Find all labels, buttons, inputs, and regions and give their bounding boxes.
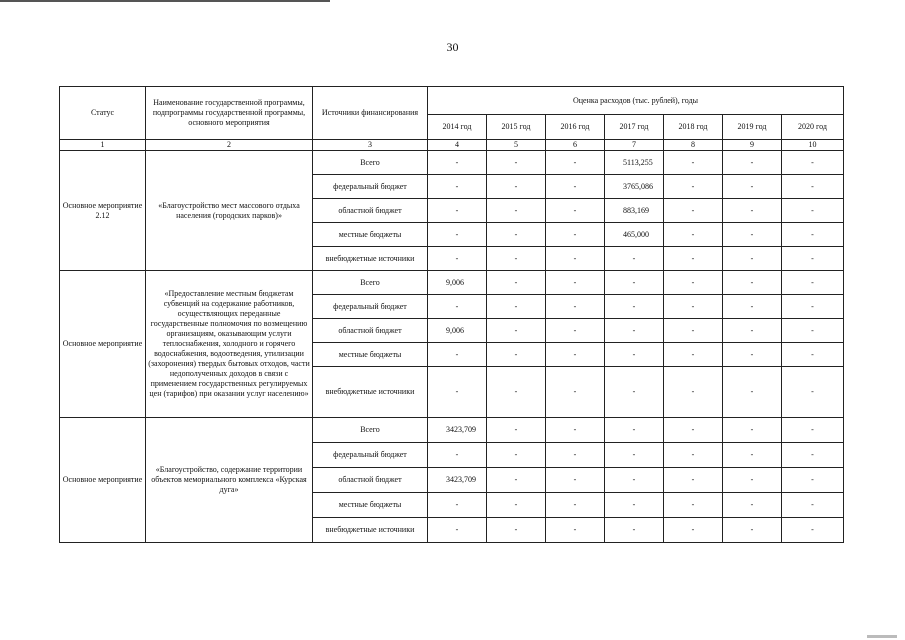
- amount-cell: -: [782, 199, 844, 223]
- amount-cell: -: [723, 493, 782, 518]
- amount-cell: -: [428, 247, 487, 271]
- amount-cell: -: [487, 418, 546, 443]
- amount-cell: -: [782, 518, 844, 543]
- amount-cell: -: [782, 247, 844, 271]
- funding-source-cell: Всего: [313, 271, 428, 295]
- amount-cell: -: [723, 518, 782, 543]
- amount-cell: -: [664, 319, 723, 343]
- amount-cell: -: [605, 319, 664, 343]
- measure-name-cell: «Благоустройство, содержание территории объектов мемориального комплекса «Курская дуга»: [146, 418, 313, 543]
- header-year: 2017 год: [605, 115, 664, 140]
- amount-cell: -: [428, 295, 487, 319]
- amount-cell: -: [723, 295, 782, 319]
- amount-cell: -: [546, 367, 605, 418]
- amount-cell: -: [546, 199, 605, 223]
- amount-cell: -: [664, 295, 723, 319]
- amount-cell: -: [546, 418, 605, 443]
- amount-cell: -: [782, 319, 844, 343]
- amount-cell: -: [605, 443, 664, 468]
- table-row: [60, 418, 844, 443]
- amount-cell: -: [664, 418, 723, 443]
- header-costs: Оценка расходов (тыс. рублей), годы: [428, 87, 844, 115]
- amount-cell: -: [605, 493, 664, 518]
- funding-source-cell: областной бюджет: [313, 199, 428, 223]
- funding-source-cell: местные бюджеты: [313, 343, 428, 367]
- amount-cell: -: [487, 199, 546, 223]
- amount-cell: -: [546, 271, 605, 295]
- funding-source-cell: внебюджетные источники: [313, 367, 428, 418]
- amount-cell: -: [487, 175, 546, 199]
- amount-cell: -: [723, 443, 782, 468]
- amount-cell: -: [723, 468, 782, 493]
- amount-cell: 465,000: [605, 223, 664, 247]
- column-number: 3: [313, 140, 428, 151]
- amount-cell: -: [782, 418, 844, 443]
- column-number: 8: [664, 140, 723, 151]
- amount-cell: -: [782, 175, 844, 199]
- amount-cell: -: [428, 199, 487, 223]
- amount-cell: -: [546, 443, 605, 468]
- amount-cell: -: [605, 247, 664, 271]
- amount-cell: -: [487, 443, 546, 468]
- amount-cell: -: [723, 271, 782, 295]
- amount-cell: -: [546, 468, 605, 493]
- amount-cell: -: [487, 271, 546, 295]
- header-year: 2016 год: [546, 115, 605, 140]
- amount-cell: -: [428, 493, 487, 518]
- amount-cell: -: [487, 518, 546, 543]
- funding-source-cell: внебюджетные источники: [313, 247, 428, 271]
- amount-cell: 3765,086: [605, 175, 664, 199]
- header-year: 2019 год: [723, 115, 782, 140]
- amount-cell: -: [723, 247, 782, 271]
- funding-source-cell: местные бюджеты: [313, 493, 428, 518]
- amount-cell: -: [487, 247, 546, 271]
- amount-cell: -: [546, 343, 605, 367]
- table-row: [60, 151, 844, 175]
- amount-cell: -: [782, 443, 844, 468]
- amount-cell: -: [782, 367, 844, 418]
- amount-cell: -: [546, 518, 605, 543]
- amount-cell: -: [782, 271, 844, 295]
- table-row: [60, 271, 844, 295]
- amount-cell: -: [664, 175, 723, 199]
- amount-cell: -: [487, 343, 546, 367]
- top-rule: [0, 0, 330, 2]
- header-year: 2015 год: [487, 115, 546, 140]
- amount-cell: -: [664, 151, 723, 175]
- column-number: 10: [782, 140, 844, 151]
- amount-cell: -: [546, 493, 605, 518]
- amount-cell: -: [546, 223, 605, 247]
- amount-cell: -: [428, 151, 487, 175]
- amount-cell: -: [487, 151, 546, 175]
- amount-cell: -: [664, 518, 723, 543]
- header-status: Статус: [60, 87, 146, 140]
- amount-cell: -: [487, 223, 546, 247]
- amount-cell: -: [664, 367, 723, 418]
- amount-cell: -: [428, 443, 487, 468]
- header-year: 2014 год: [428, 115, 487, 140]
- amount-cell: -: [605, 343, 664, 367]
- amount-cell: -: [664, 247, 723, 271]
- amount-cell: -: [605, 418, 664, 443]
- amount-cell: -: [664, 199, 723, 223]
- header-year: 2018 год: [664, 115, 723, 140]
- amount-cell: 3423,709: [428, 418, 487, 443]
- amount-cell: -: [605, 518, 664, 543]
- column-number: 2: [146, 140, 313, 151]
- column-number: 6: [546, 140, 605, 151]
- amount-cell: -: [723, 343, 782, 367]
- amount-cell: -: [723, 367, 782, 418]
- column-number: 5: [487, 140, 546, 151]
- funding-source-cell: федеральный бюджет: [313, 175, 428, 199]
- status-cell: Основное мероприятие: [60, 271, 146, 418]
- amount-cell: -: [546, 247, 605, 271]
- amount-cell: -: [605, 468, 664, 493]
- header-name: Наименование государственной программы, подпрограммы государственной программы, основного мероприятия: [146, 87, 313, 140]
- amount-cell: -: [546, 175, 605, 199]
- amount-cell: -: [428, 367, 487, 418]
- amount-cell: -: [723, 199, 782, 223]
- status-cell: Основное мероприятие 2.12: [60, 151, 146, 271]
- funding-source-cell: внебюджетные источники: [313, 518, 428, 543]
- amount-cell: 9,006: [428, 319, 487, 343]
- amount-cell: -: [546, 151, 605, 175]
- amount-cell: -: [723, 175, 782, 199]
- amount-cell: -: [428, 518, 487, 543]
- amount-cell: -: [546, 295, 605, 319]
- funding-source-cell: местные бюджеты: [313, 223, 428, 247]
- funding-source-cell: федеральный бюджет: [313, 295, 428, 319]
- amount-cell: 3423,709: [428, 468, 487, 493]
- amount-cell: -: [487, 367, 546, 418]
- amount-cell: -: [664, 271, 723, 295]
- measure-name-cell: «Благоустройство мест массового отдыха населения (городских парков)»: [146, 151, 313, 271]
- amount-cell: -: [664, 468, 723, 493]
- column-number: 4: [428, 140, 487, 151]
- page-number: 30: [446, 40, 459, 54]
- amount-cell: -: [782, 493, 844, 518]
- amount-cell: 9,006: [428, 271, 487, 295]
- amount-cell: -: [782, 468, 844, 493]
- amount-cell: -: [723, 223, 782, 247]
- amount-cell: -: [605, 295, 664, 319]
- amount-cell: -: [428, 223, 487, 247]
- amount-cell: -: [664, 223, 723, 247]
- amount-cell: -: [487, 295, 546, 319]
- funding-source-cell: Всего: [313, 418, 428, 443]
- footer-mark: [867, 635, 897, 638]
- amount-cell: -: [664, 443, 723, 468]
- funding-source-cell: Всего: [313, 151, 428, 175]
- amount-cell: -: [605, 271, 664, 295]
- header-sources: Источники финансирования: [313, 87, 428, 140]
- funding-source-cell: областной бюджет: [313, 319, 428, 343]
- amount-cell: -: [723, 418, 782, 443]
- amount-cell: -: [782, 223, 844, 247]
- amount-cell: 5113,255: [605, 151, 664, 175]
- amount-cell: -: [428, 175, 487, 199]
- amount-cell: -: [782, 295, 844, 319]
- column-number: 9: [723, 140, 782, 151]
- amount-cell: -: [487, 493, 546, 518]
- amount-cell: 883,169: [605, 199, 664, 223]
- amount-cell: -: [723, 319, 782, 343]
- amount-cell: -: [664, 493, 723, 518]
- amount-cell: -: [546, 319, 605, 343]
- amount-cell: -: [428, 343, 487, 367]
- funding-source-cell: федеральный бюджет: [313, 443, 428, 468]
- amount-cell: -: [605, 367, 664, 418]
- column-number: 7: [605, 140, 664, 151]
- funding-source-cell: областной бюджет: [313, 468, 428, 493]
- amount-cell: -: [487, 468, 546, 493]
- measure-name-cell: «Предоставление местным бюджетам субвенций на содержание работников, осуществляющих переданные государственные полномочия по возмещению организациям, оказывающим услуги теплоснабжения, холодного и горячего водоснабжения, водоотведения, утилизации (захоронения) твердых бытовых отходов, части недополученных доходов в связи с применением государственных регулируемых цен (тарифов) при оказании услуг населению»: [146, 271, 313, 418]
- amount-cell: -: [782, 343, 844, 367]
- amount-cell: -: [782, 151, 844, 175]
- amount-cell: -: [664, 343, 723, 367]
- header-year: 2020 год: [782, 115, 844, 140]
- amount-cell: -: [487, 319, 546, 343]
- column-number: 1: [60, 140, 146, 151]
- status-cell: Основное мероприятие: [60, 418, 146, 543]
- expenses-table: [59, 86, 844, 543]
- amount-cell: -: [723, 151, 782, 175]
